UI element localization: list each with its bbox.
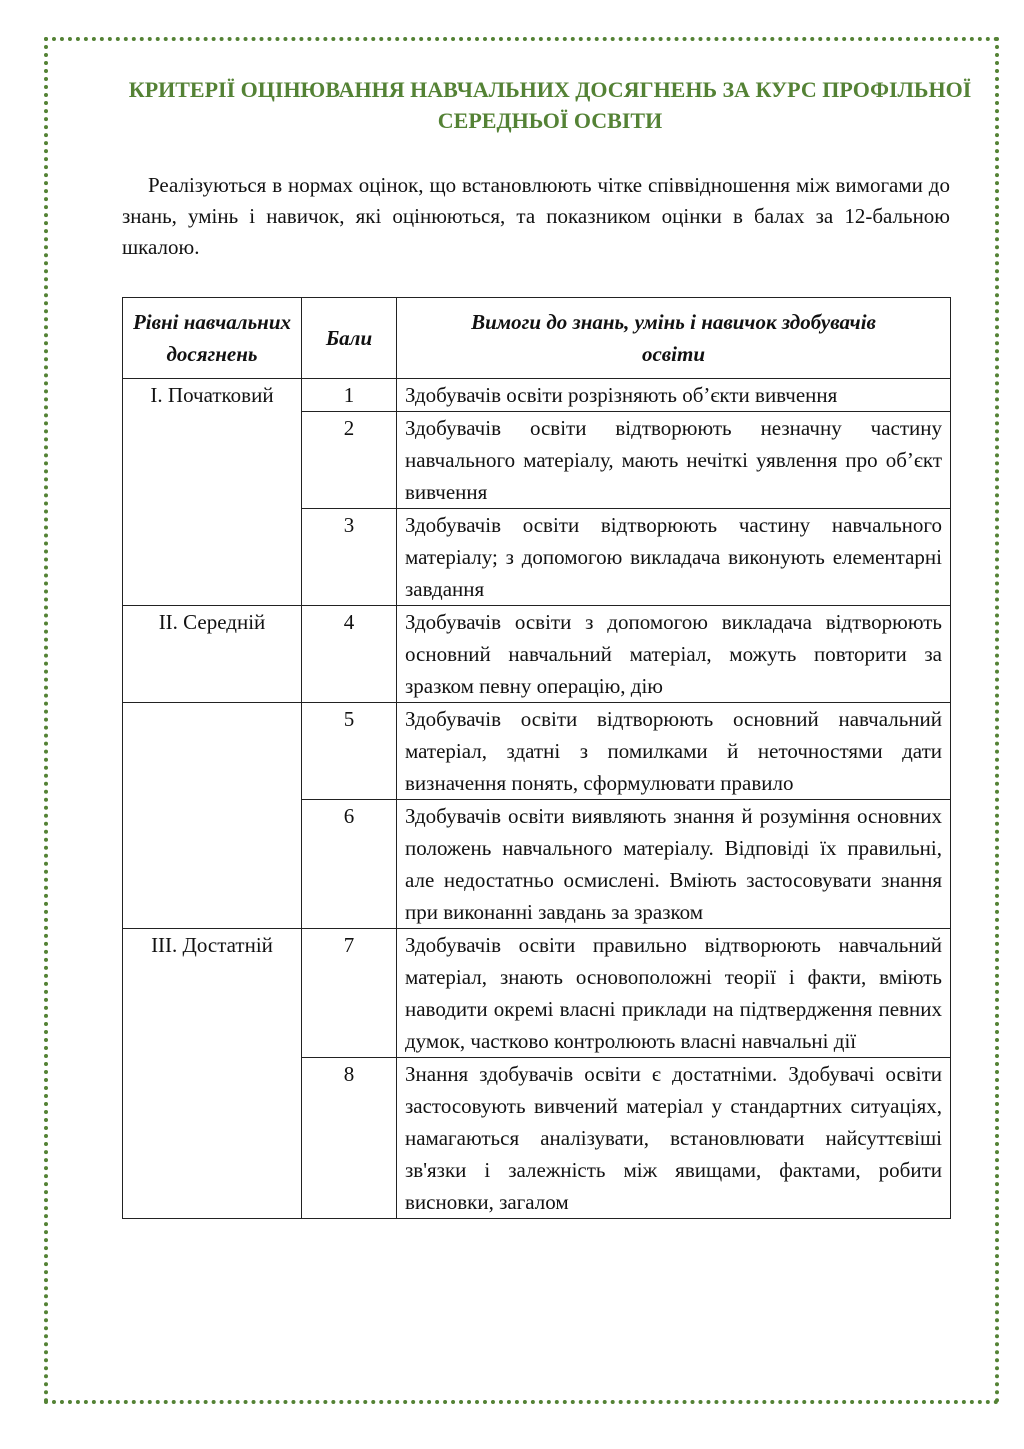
table-row bbox=[123, 606, 951, 703]
requirement-cell: Знання здобувачів освіти є достатніми. Здобувачі освіти застосовують вивчений матеріал у стандартних ситуаціях, намагаються аналізувати, встановлювати найсуттєвіші зв'язки і залежність між явищами, фактами, робити висновки, загалом bbox=[397, 1058, 951, 1219]
requirement-cell: Здобувачів освіти відтворюють основний навчальний матеріал, здатні з помилками й неточностями дати визначення понять, сформулювати правило bbox=[397, 703, 951, 800]
header-scores: Бали bbox=[302, 298, 397, 379]
requirement-cell: Здобувачів освіти відтворюють частину навчального матеріалу; з допомогою викладача виконують елементарні завдання bbox=[397, 509, 951, 606]
score-cell: 1 bbox=[302, 379, 397, 412]
table-row bbox=[123, 379, 951, 412]
table-row bbox=[123, 929, 951, 1058]
table-header-row bbox=[123, 298, 951, 379]
table-row bbox=[123, 703, 951, 800]
score-cell: 4 bbox=[302, 606, 397, 703]
requirement-cell: Здобувачів освіти з допомогою викладача відтворюють основний навчальний матеріал, можуть повторити за зразком певну операцію, дію bbox=[397, 606, 951, 703]
level-cell: ІІ. Середній bbox=[123, 606, 302, 703]
score-cell: 7 bbox=[302, 929, 397, 1058]
requirement-cell: Здобувачів освіти відтворюють незначну частину навчального матеріалу, мають нечіткі уявлення про об’єкт вивчення bbox=[397, 412, 951, 509]
level-cell: І. Початковий bbox=[123, 379, 302, 606]
score-cell: 6 bbox=[302, 800, 397, 929]
page-title: КРИТЕРІЇ ОЦІНЮВАННЯ НАВЧАЛЬНИХ ДОСЯГНЕНЬ ЗА КУРС ПРОФІЛЬНОЇ СЕРЕДНЬОЇ ОСВІТИ bbox=[128, 77, 972, 133]
score-cell: 3 bbox=[302, 509, 397, 606]
score-cell: 8 bbox=[302, 1058, 397, 1219]
level-cell bbox=[123, 703, 302, 929]
score-cell: 2 bbox=[302, 412, 397, 509]
requirement-cell: Здобувачів освіти правильно відтворюють навчальний матеріал, знають основоположні теорії і факти, вміють наводити окремі власні приклади на підтвердження певних думок, частково контролюють власні навчальні дії bbox=[397, 929, 951, 1058]
requirement-cell: Здобувачів освіти виявляють знання й розуміння основних положень навчального матеріалу. Відповіді їх правильні, але недостатньо осмислені. Вміють застосовувати знання при виконанні завдань за зразком bbox=[397, 800, 951, 929]
header-requirements: Вимоги до знань, умінь і навичок здобувачів освіти bbox=[397, 298, 951, 379]
level-cell: ІІІ. Достатній bbox=[123, 929, 302, 1219]
requirement-cell: Здобувачів освіти розрізняють об’єкти вивчення bbox=[397, 379, 951, 412]
score-cell: 5 bbox=[302, 703, 397, 800]
header-levels: Рівні навчальних досягнень bbox=[123, 298, 302, 379]
intro-paragraph: Реалізуються в нормах оцінок, що встановлюють чітке співвідношення між вимогами до знань, умінь і навичок, які оцінюються, та показником оцінки в балах за 12-бальною шкалою. bbox=[122, 173, 950, 259]
criteria-table bbox=[122, 297, 951, 1219]
